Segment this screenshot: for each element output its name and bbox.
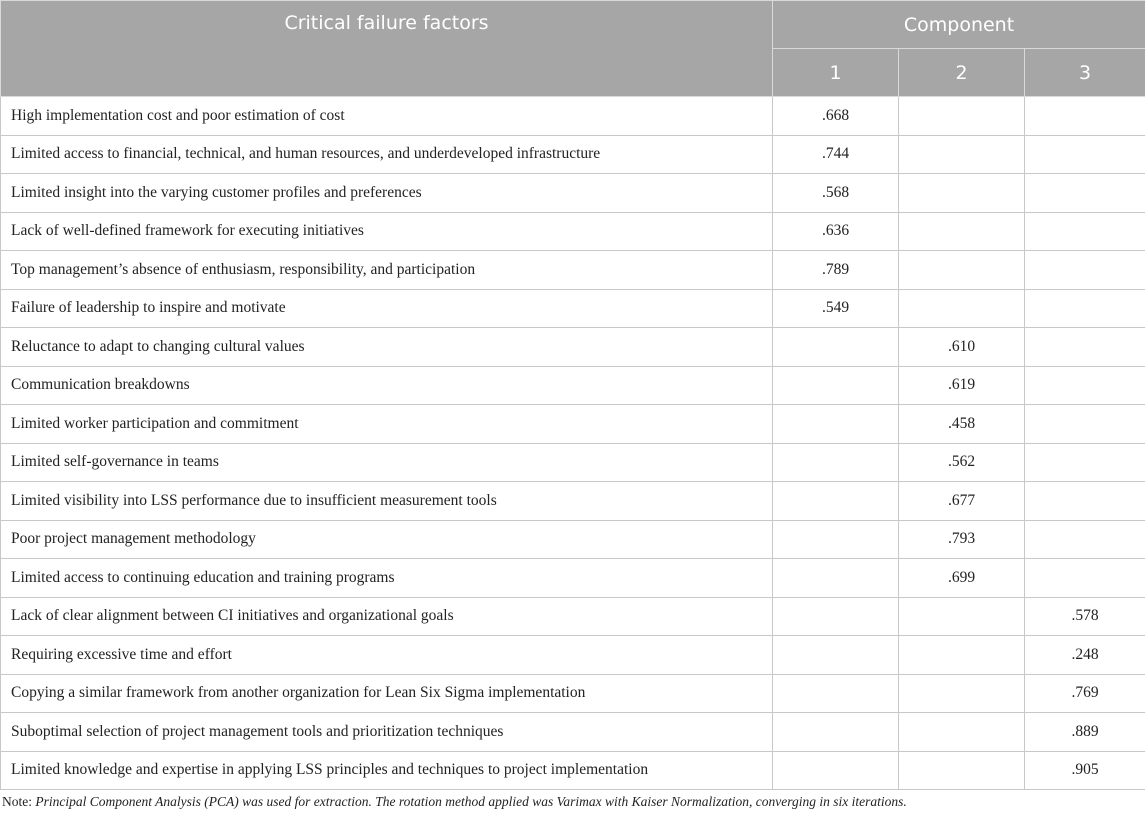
- factor-cell: Limited insight into the varying customer profiles and preferences: [1, 174, 773, 213]
- loading-cell-component-3: [1025, 289, 1145, 328]
- loading-cell-component-2: .610: [899, 328, 1025, 367]
- loading-cell-component-3: [1025, 135, 1145, 174]
- factor-cell: Communication breakdowns: [1, 366, 773, 405]
- loading-cell-component-2: [899, 97, 1025, 136]
- factor-cell: Copying a similar framework from another organization for Lean Six Sigma implementation: [1, 674, 773, 713]
- loading-cell-component-1: .549: [773, 289, 899, 328]
- loading-cell-component-1: .789: [773, 251, 899, 290]
- factor-cell: Limited knowledge and expertise in applying LSS principles and techniques to project implementation: [1, 751, 773, 790]
- loading-cell-component-2: .677: [899, 482, 1025, 521]
- table-row: [1, 559, 1145, 598]
- factor-cell: Limited access to continuing education and training programs: [1, 559, 773, 598]
- loading-cell-component-1: [773, 713, 899, 752]
- loading-cell-component-3: [1025, 482, 1145, 521]
- loading-cell-component-3: [1025, 366, 1145, 405]
- loading-cell-component-1: [773, 674, 899, 713]
- table-row: [1, 713, 1145, 752]
- component-3-header: 3: [1025, 49, 1145, 97]
- table-header: [1, 1, 1145, 97]
- table-row: [1, 366, 1145, 405]
- note-text: Principal Component Analysis (PCA) was used for extraction. The rotation method applied was Varimax with Kaiser Normalization, converging in six iterations.: [35, 794, 907, 809]
- factor-cell: Limited visibility into LSS performance due to insufficient measurement tools: [1, 482, 773, 521]
- loading-cell-component-1: .636: [773, 212, 899, 251]
- factor-cell: Reluctance to adapt to changing cultural values: [1, 328, 773, 367]
- factor-cell: Failure of leadership to inspire and motivate: [1, 289, 773, 328]
- loading-cell-component-2: [899, 636, 1025, 675]
- loading-cell-component-2: .793: [899, 520, 1025, 559]
- loading-cell-component-2: [899, 597, 1025, 636]
- loading-cell-component-3: .248: [1025, 636, 1145, 675]
- table-row: [1, 636, 1145, 675]
- table-row: [1, 520, 1145, 559]
- component-2-header: 2: [899, 49, 1025, 97]
- table-row: [1, 328, 1145, 367]
- loading-cell-component-1: [773, 751, 899, 790]
- table-body: [1, 97, 1145, 790]
- loading-cell-component-3: [1025, 443, 1145, 482]
- loading-cell-component-3: [1025, 97, 1145, 136]
- table-row: [1, 289, 1145, 328]
- component-1-header: 1: [773, 49, 899, 97]
- factor-column-header: Critical failure factors: [1, 1, 773, 97]
- loading-cell-component-3: .578: [1025, 597, 1145, 636]
- table-row: [1, 597, 1145, 636]
- table-row: [1, 751, 1145, 790]
- loading-cell-component-1: [773, 559, 899, 598]
- loading-cell-component-1: [773, 482, 899, 521]
- loading-cell-component-2: .699: [899, 559, 1025, 598]
- table-row: [1, 174, 1145, 213]
- loading-cell-component-1: [773, 636, 899, 675]
- factor-cell: Requiring excessive time and effort: [1, 636, 773, 675]
- loading-cell-component-3: .889: [1025, 713, 1145, 752]
- loading-cell-component-2: .458: [899, 405, 1025, 444]
- note-prefix: Note:: [2, 794, 36, 809]
- table-row: [1, 482, 1145, 521]
- loading-cell-component-1: [773, 405, 899, 444]
- loading-cell-component-3: [1025, 520, 1145, 559]
- loading-cell-component-3: [1025, 405, 1145, 444]
- loading-cell-component-3: .769: [1025, 674, 1145, 713]
- loading-cell-component-2: [899, 251, 1025, 290]
- table-row: [1, 674, 1145, 713]
- loading-cell-component-2: .619: [899, 366, 1025, 405]
- loading-cell-component-3: [1025, 559, 1145, 598]
- table-row: [1, 135, 1145, 174]
- loading-cell-component-3: [1025, 251, 1145, 290]
- factor-cell: Suboptimal selection of project management tools and prioritization techniques: [1, 713, 773, 752]
- loading-cell-component-2: .562: [899, 443, 1025, 482]
- component-column-header: Component: [773, 1, 1145, 49]
- factor-cell: Lack of well-defined framework for executing initiatives: [1, 212, 773, 251]
- loading-cell-component-3: [1025, 328, 1145, 367]
- factor-cell: Limited self-governance in teams: [1, 443, 773, 482]
- loading-cell-component-1: .668: [773, 97, 899, 136]
- loading-cell-component-1: .568: [773, 174, 899, 213]
- loading-cell-component-1: [773, 366, 899, 405]
- table-row: [1, 251, 1145, 290]
- table-row: [1, 405, 1145, 444]
- loading-cell-component-2: [899, 751, 1025, 790]
- loading-cell-component-3: [1025, 174, 1145, 213]
- loading-cell-component-2: [899, 289, 1025, 328]
- loading-cell-component-3: .905: [1025, 751, 1145, 790]
- table-row: [1, 443, 1145, 482]
- loading-cell-component-1: .744: [773, 135, 899, 174]
- table-row: [1, 97, 1145, 136]
- factor-cell: Lack of clear alignment between CI initiatives and organizational goals: [1, 597, 773, 636]
- loading-cell-component-1: [773, 520, 899, 559]
- factor-cell: Limited access to financial, technical, and human resources, and underdeveloped infrastructure: [1, 135, 773, 174]
- table-note: [2, 794, 907, 810]
- loading-cell-component-1: [773, 597, 899, 636]
- loading-cell-component-2: [899, 135, 1025, 174]
- loading-cell-component-1: [773, 328, 899, 367]
- loading-cell-component-1: [773, 443, 899, 482]
- table-row: [1, 212, 1145, 251]
- factor-cell: Limited worker participation and commitment: [1, 405, 773, 444]
- factor-cell: High implementation cost and poor estimation of cost: [1, 97, 773, 136]
- loading-cell-component-2: [899, 674, 1025, 713]
- factor-cell: Top management’s absence of enthusiasm, responsibility, and participation: [1, 251, 773, 290]
- loading-cell-component-2: [899, 713, 1025, 752]
- loading-cell-component-2: [899, 212, 1025, 251]
- factor-cell: Poor project management methodology: [1, 520, 773, 559]
- loading-cell-component-3: [1025, 212, 1145, 251]
- loading-cell-component-2: [899, 174, 1025, 213]
